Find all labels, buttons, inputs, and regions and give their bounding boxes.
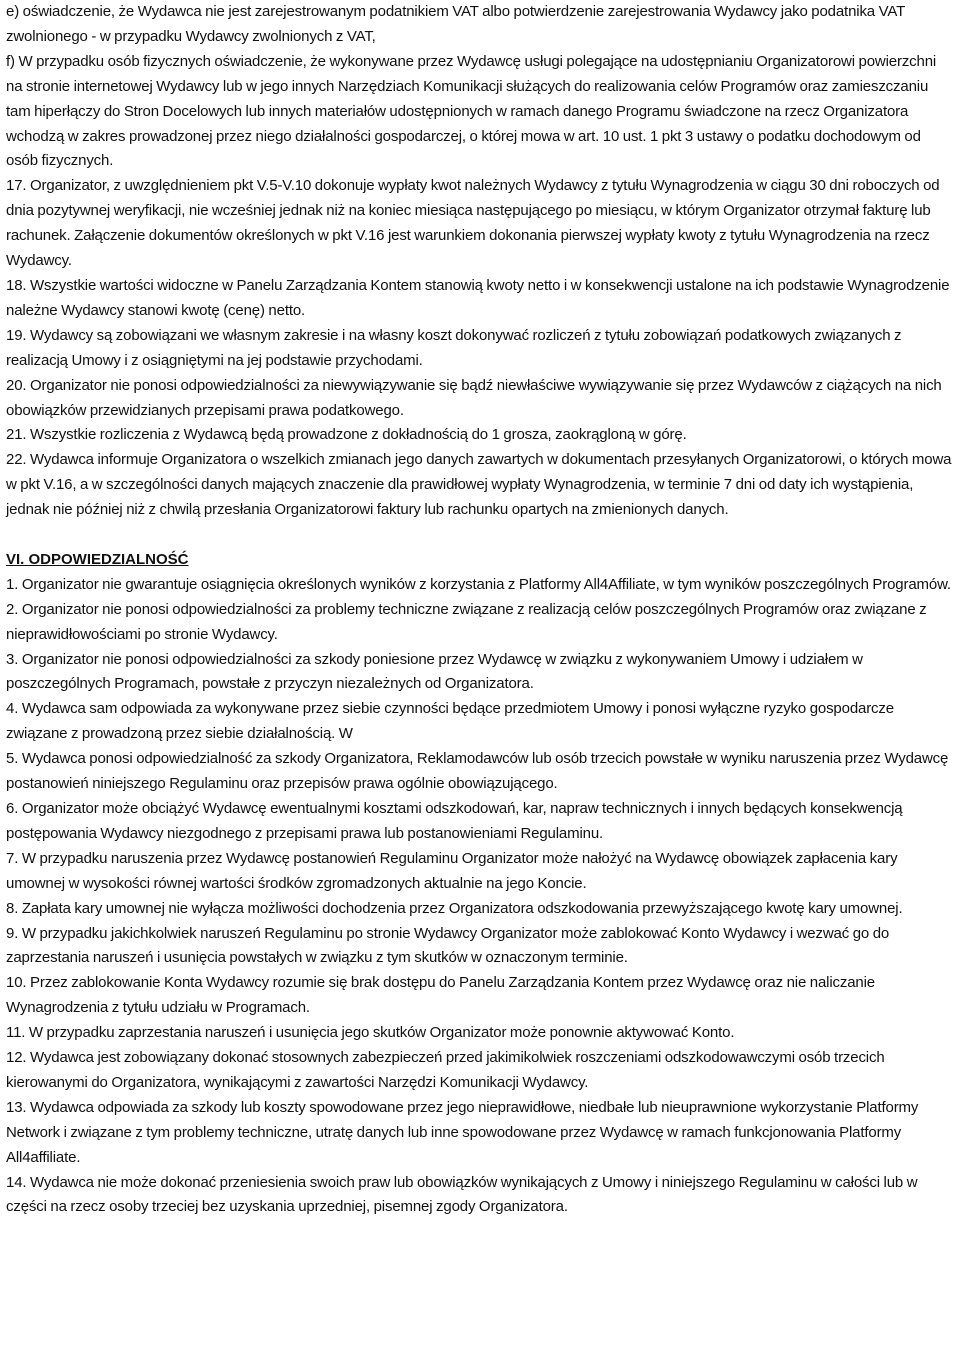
liability-item-6: 6. Organizator może obciążyć Wydawcę ewentualnymi kosztami odszkodowań, kar, napraw technicznych i innych będących konsekwencją postępowania Wydawcy niezgodnego z przepisami prawa lub postanowieniami Regulaminu. [6, 799, 903, 842]
document-page [6, 0, 956, 1220]
liability-item-7: 7. W przypadku naruszenia przez Wydawcę postanowień Regulaminu Organizator może nałożyć na Wydawcę obowiązek zapłacenia kary umownej w wysokości równej wartości środków zgromadzonych aktualnie na jego Koncie. [6, 849, 898, 892]
clause-21-rounding: 21. Wszystkie rozliczenia z Wydawcą będą prowadzone z dokładnością do 1 grosza, zaokrągloną w górę. [6, 426, 687, 444]
clause-f-individuals-statement: f) W przypadku osób fizycznych oświadczenie, że wykonywane przez Wydawcę usługi polegające na udostępnianiu Organizatorowi powierzchni na stronie internetowej Wydawcy lub w jego innych Narzędziach Komunikacji służących do realizowania celów Programów oraz zamieszczaniu tam hiperłączy do Stron Docelowych lub innych materiałów udostępnionych w ramach danego Programu świadczone na rzecz Organizatora wchodzą w zakres prowadzonej przez niego działalności gospodarczej, o której mowa w art. 10 ust. 1 pkt 3 ustawy o podatku dochodowym od osób fizycznych. [6, 52, 937, 170]
liability-item-12: 12. Wydawca jest zobowiązany dokonać stosownych zabezpieczeń przed jakimikolwiek roszczeniami odszkodowawczymi osób trzecich kierowanymi do Organizatora, wynikającymi z zawartości Narzędzi Komunikacji Wydawcy. [6, 1049, 885, 1091]
liability-item-8: 8. Zapłata kary umownej nie wyłącza możliwości dochodzenia przez Organizatora odszkodowania przewyższającego kwotę kary umownej. [6, 899, 903, 917]
liability-item-10: 10. Przez zablokowanie Konta Wydawcy rozumie się brak dostępu do Panelu Zarządzania Kontem przez Wydawcę oraz nie naliczanie Wynagrodzenia z tytułu udziału w Programach. [6, 974, 875, 1017]
clause-18-net-values: 18. Wszystkie wartości widoczne w Panelu Zarządzania Kontem stanowią kwoty netto i w konsekwencji ustalone na ich podstawie Wynagrodzenie należne Wydawcy stanowi kwotę (cenę) netto. [6, 276, 950, 319]
liability-item-2: 2. Organizator nie ponosi odpowiedzialności za problemy techniczne związane z realizacją celów poszczególnych Programów oraz związane z nieprawidłowościami po stronie Wydawcy. [6, 600, 927, 643]
liability-item-11: 11. W przypadku zaprzestania naruszeń i usunięcia jego skutków Organizator może ponownie aktywować Konto. [6, 1024, 735, 1042]
liability-item-13: 13. Wydawca odpowiada za szkody lub koszty spowodowane przez jego nieprawidłowe, niedbałe lub nieuprawnione wykorzystanie Platformy Network i związane z tym problemy techniczne, utratę danych lub inne spowodowane przez Wydawcę w ramach funkcjonowania Platformy All4affiliate. [6, 1098, 919, 1166]
liability-item-1: 1. Organizator nie gwarantuje osiągnięcia określonych wyników z korzystania z Platformy All4Affiliate, w tym wyników poszczególnych Programów. [6, 575, 951, 593]
clause-19-tax-settlements: 19. Wydawcy są zobowiązani we własnym zakresie i na własny koszt dokonywać rozliczeń z tytułu zobowiązań podatkowych związanych z realizacją Umowy i z osiągniętymi na jej podstawie przychodami. [6, 326, 902, 369]
liability-item-14: 14. Wydawca nie może dokonać przeniesienia swoich praw lub obowiązków wynikających z Umowy i niniejszego Regulaminu w całości lub w części na rzecz osoby trzeciej bez uzyskania uprzedniej, pisemnej zgody Organizatora. [6, 1173, 918, 1216]
clause-20-tax-liability: 20. Organizator nie ponosi odpowiedzialności za niewywiązywanie się bądź niewłaściwe wywiązywanie się przez Wydawców z ciążących na nich obowiązków przewidzianych przepisami prawa podatkowego. [6, 376, 942, 419]
section-heading-liability: VI. ODPOWIEDZIALNOŚĆ [6, 550, 189, 568]
section-spacer [6, 523, 956, 548]
liability-item-5: 5. Wydawca ponosi odpowiedzialność za szkody Organizatora, Reklamodawców lub osób trzecich powstałe w wyniku naruszenia przez Wydawcę postanowień niniejszego Regulaminu oraz przepisów prawa ogólnie obowiązującego. [6, 750, 949, 793]
clause-e-vat-statement: e) oświadczenie, że Wydawca nie jest zarejestrowanym podatnikiem VAT albo potwierdzenie zarejestrowania Wydawcy jako podatnika VAT zwolnionego - w przypadku Wydawcy zwolnionych z VAT, [6, 3, 905, 45]
liability-item-3: 3. Organizator nie ponosi odpowiedzialności za szkody poniesione przez Wydawcę w związku z wykonywaniem Umowy i udziałem w poszczególnych Programach, powstałe z przyczyn niezależnych od Organizatora. [6, 650, 863, 693]
clause-22-data-changes: 22. Wydawca informuje Organizatora o wszelkich zmianach jego danych zawartych w dokumentach przesyłanych Organizatorowi, o których mowa w pkt V.16, a w szczególności danych mających znaczenie dla prawidłowej wypłaty Wynagrodzenia, w terminie 7 dni od daty ich wystąpienia, jednak nie później niż z chwilą przesłania Organizatorowi faktury lub rachunku opartych na zmienionych danych. [6, 451, 952, 519]
liability-item-9: 9. W przypadku jakichkolwiek naruszeń Regulaminu po stronie Wydawcy Organizator może zablokować Konto Wydawcy i wezwać go do zaprzestania naruszeń i usunięcia powstałych w związku z tym skutków w oznaczonym terminie. [6, 924, 890, 967]
liability-item-4: 4. Wydawca sam odpowiada za wykonywane przez siebie czynności będące przedmiotem Umowy i ponosi wyłączne ryzyko gospodarcze związane z prowadzoną przez siebie działalnością. W [6, 700, 894, 743]
clause-17-payout-terms: 17. Organizator, z uwzględnieniem pkt V.5-V.10 dokonuje wypłaty kwot należnych Wydawcy z tytułu Wynagrodzenia w ciągu 30 dni roboczych od dnia pozytywnej weryfikacji, nie wcześniej jednak niż na koniec miesiąca następującego po miesiącu, w którym Organizator otrzymał fakturę lub rachunek. Załączenie dokumentów określonych w pkt V.16 jest warunkiem dokonania pierwszej wypłaty kwoty z tytułu Wynagrodzenia na rzecz Wydawcy. [6, 177, 940, 270]
